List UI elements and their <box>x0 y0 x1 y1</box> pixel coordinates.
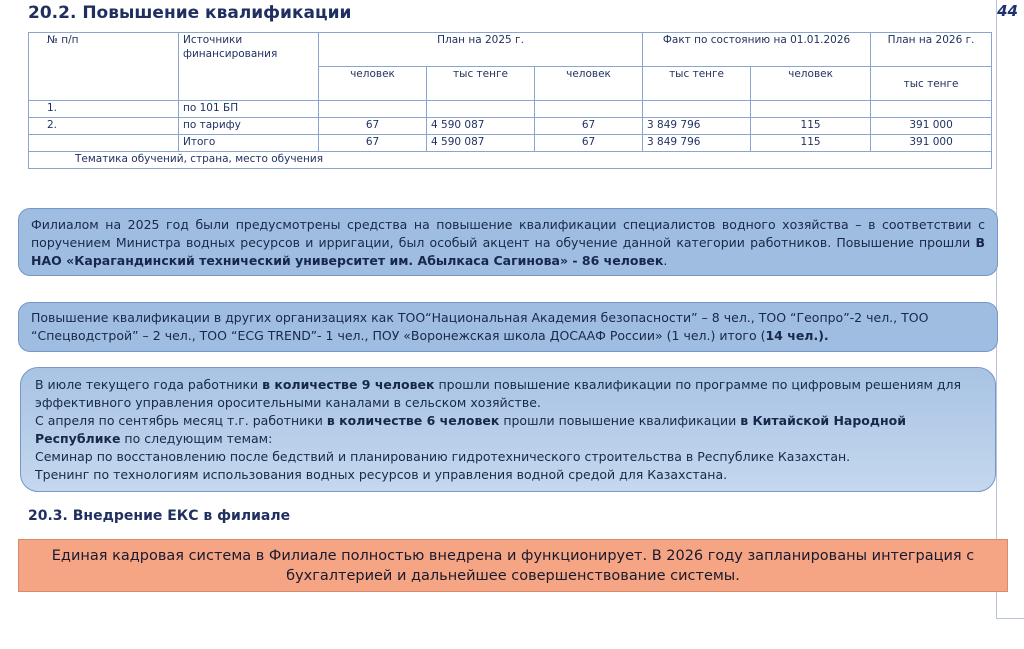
box1-text <box>31 216 985 270</box>
header-source: Источники финансирования <box>179 33 319 101</box>
karaganda-training-box <box>18 208 998 276</box>
row-source: Итого <box>179 135 319 152</box>
row-num <box>29 135 179 152</box>
text: прошли повышение квалификации по программе по цифровым решениям для эффективного управления оросительными каналами в сельском хозяйстве. <box>35 377 962 410</box>
box2-text <box>31 309 985 345</box>
header-plan-2026: План на 2026 г. <box>871 33 992 67</box>
text-bold: в количестве 6 человек <box>326 413 500 428</box>
topic-cell: Тематика обучений, страна, место обучения <box>29 152 992 169</box>
cell <box>643 101 751 118</box>
box1-text-bold: В НАО «Карагандинский технический университет им. Абылкаса Сагинова» - 86 человек <box>31 235 985 268</box>
sub-people-2026: человек <box>751 67 871 101</box>
text: прошли повышение квалификации <box>499 413 741 428</box>
row-source: по 101 БП <box>179 101 319 118</box>
sub-money-plan: тыс тенге <box>427 67 535 101</box>
box2-text-bold: 14 чел.). <box>765 328 829 343</box>
box3-paragraph-1 <box>35 376 981 412</box>
row-source: по тарифу <box>179 118 319 135</box>
financing-table <box>28 32 992 169</box>
cell: 4 590 087 <box>427 135 535 152</box>
table-topic-row <box>29 152 992 169</box>
cell <box>427 101 535 118</box>
sub-people-plan: человек <box>319 67 427 101</box>
row-num: 2. <box>29 118 179 135</box>
sub-people-fact: человек <box>535 67 643 101</box>
cell: 67 <box>535 118 643 135</box>
cell: 67 <box>535 135 643 152</box>
header-plan-2025: План на 2025 г. <box>319 33 643 67</box>
header-fact: Факт по состоянию на 01.01.2026 <box>643 33 871 67</box>
ekc-status-box: Единая кадровая система в Филиале полностью внедрена и функционирует. В 2026 году запланированы интеграция с бухгалтерией и дальнейшее совершенствование системы. <box>18 539 1008 592</box>
page-number: 44 <box>997 2 1018 20</box>
cell: 4 590 087 <box>427 118 535 135</box>
sub-money-2026: тыс тенге <box>871 67 992 101</box>
cell <box>751 101 871 118</box>
table-row-total <box>29 135 992 152</box>
other-orgs-box <box>18 302 998 352</box>
box1-text-main: Филиалом на 2025 год были предусмотрены средства на повышение квалификации специалистов водного хозяйства – в соответствии с поручением Министра водных ресурсов и ирригации, был особый акцент на обучение данной категории работников. Повышение прошли <box>31 217 985 250</box>
cell: 391 000 <box>871 118 992 135</box>
digital-and-china-training-box <box>20 367 996 492</box>
text-bold: в количестве 9 человек <box>262 377 435 392</box>
box3-paragraph-3: Семинар по восстановлению после бедствий и планированию гидротехнического строительства в Республике Казахстан. <box>35 449 851 464</box>
cell: 391 000 <box>871 135 992 152</box>
cell: 67 <box>319 118 427 135</box>
header-num: № п/п <box>29 33 179 101</box>
box3-paragraph-2 <box>35 412 981 448</box>
box3-paragraph-4: Тренинг по технологиям использования водных ресурсов и управления водной средой для Казахстана. <box>35 467 728 482</box>
cell: 3 849 796 <box>643 135 751 152</box>
cell: 115 <box>751 118 871 135</box>
cell <box>535 101 643 118</box>
cell <box>871 101 992 118</box>
box2-text-main: Повышение квалификации в других организациях как ТОО“Национальная Академия безопасности” – 8 чел., ТОО “Геопро”-2 чел., ТОО “Спецводстрой” – 2 чел., ТОО “ECG TREND”- 1 чел., ПОУ «Воронежская школа ДОСААФ России» (1 чел.) итого ( <box>31 310 929 343</box>
text: С апреля по сентябрь месяц т.г. работники <box>35 413 327 428</box>
page-frame-line <box>996 0 1024 619</box>
table-row <box>29 101 992 118</box>
cell: 3 849 796 <box>643 118 751 135</box>
cell: 67 <box>319 135 427 152</box>
text-bold: в Китайской Народной Республике <box>35 413 906 446</box>
text: В июле текущего года работники <box>35 377 263 392</box>
text: по следующим темам: <box>120 431 273 446</box>
sub-money-fact: тыс тенге <box>643 67 751 101</box>
cell: 115 <box>751 135 871 152</box>
row-num: 1. <box>29 101 179 118</box>
cell <box>319 101 427 118</box>
table-header-row <box>29 33 992 67</box>
section-title-ekc: 20.3. Внедрение ЕКС в филиале <box>28 508 291 524</box>
section-title-training: 20.2. Повышение квалификации <box>28 3 352 23</box>
table-row <box>29 118 992 135</box>
box1-text-end: . <box>663 253 668 268</box>
